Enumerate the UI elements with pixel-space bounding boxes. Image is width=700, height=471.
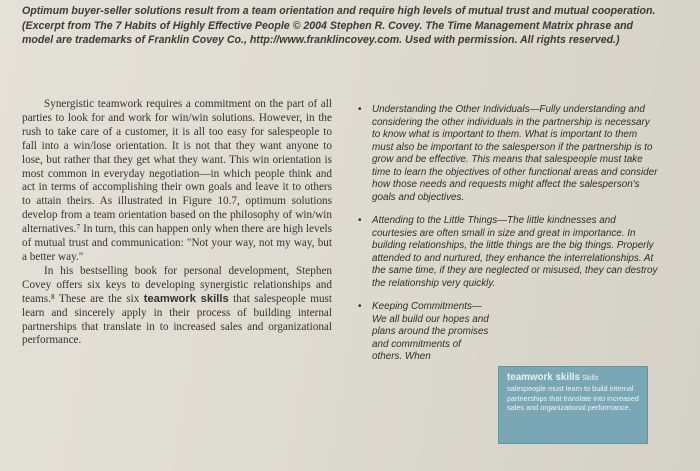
figure-caption: Optimum buyer-seller solutions result from a team orientation and require high levels of mutual trust and mutual cooperation. (Excerpt from The 7 Habits of Highly Effective People © 2004 Stephen R. Covey. The Time Management Matrix phrase and model are trademarks of Franklin Covey Co., http://www.franklincovey.com. Used with permission. All rights reserved.) — [22, 5, 656, 46]
bullet-commitments — [358, 301, 492, 364]
bullet-dot-icon: • — [358, 104, 362, 115]
key-term-teamwork-skills: teamwork skills — [143, 292, 229, 305]
margin-term: teamwork skills — [507, 372, 580, 383]
paragraph-covey-start: In his bestselling book for personal development, Stephen Covey offers six keys to developing synergistic relationships and teams.⁸ These are the six — [22, 264, 332, 305]
bullet-title: Attending to the Little Things — [372, 215, 498, 226]
bullet-dot-icon: • — [358, 301, 362, 312]
bullet-understanding — [358, 104, 658, 204]
right-column — [358, 104, 658, 375]
bullet-title: Understanding the Other Individuals — [372, 104, 530, 115]
paragraph-covey-end: that salespeople must learn and sincerely apply in their process of building internal partnerships that translate in to increased sales and organizational performance. — [22, 292, 333, 347]
bullet-text: —Fully understanding and considering the other individuals in the partnership is necessary to know what is important to them. What is important to them must also be important to the salesperson if the partnership is to grow and be effective. This means that salespeople must take time to learn the objectives of other functional areas and consider how those needs and requests might affect the salesperson's goals and objectives. — [372, 104, 658, 203]
bullet-text: —The little kindnesses and courtesies are often small in size and great in importance. In building relationships, the little things are the big things. Properly attended to and nurtured, they enhance the interrelationships. At the same time, if they are neglected or misused, they can destroy the relationship very quickly. — [372, 215, 658, 289]
bullet-title: Keeping Commitments — [372, 301, 472, 312]
paragraph-synergistic-teamwork: Synergistic teamwork requires a commitment on the part of all parties to look for and work for win/win solutions. However, in the rush to take care of a customer, it is all too easy for salespeople to fall into a win/lose orientation. It is not that they want anyone to lose, but rather that they get what they want. This win orientation is most common in everyday negotiation—in which people think and act in terms of accomplishing their own goals and leave it to others to attain theirs. As illustrated in Figure 10.7, optimum solutions develop from a team orientation based on the philosophy of win/win alternatives.⁷ In turn, this can happen only when there are high levels of mutual trust and communication: "Not your way, not my way, but a better way." — [22, 98, 332, 263]
bullet-little-things — [358, 215, 658, 290]
left-column — [22, 98, 332, 348]
margin-definition-box — [498, 366, 648, 444]
bullet-text: —We all build our hopes and plans around the promises and commitments of others. When — [372, 301, 489, 362]
paragraph-covey-keys — [22, 265, 332, 348]
margin-label: Skills — [582, 375, 599, 382]
margin-definition: salespeople must learn to build internal partnerships that translate into increased sales and organizational performance. — [507, 383, 639, 413]
bullet-dot-icon: • — [358, 215, 362, 226]
